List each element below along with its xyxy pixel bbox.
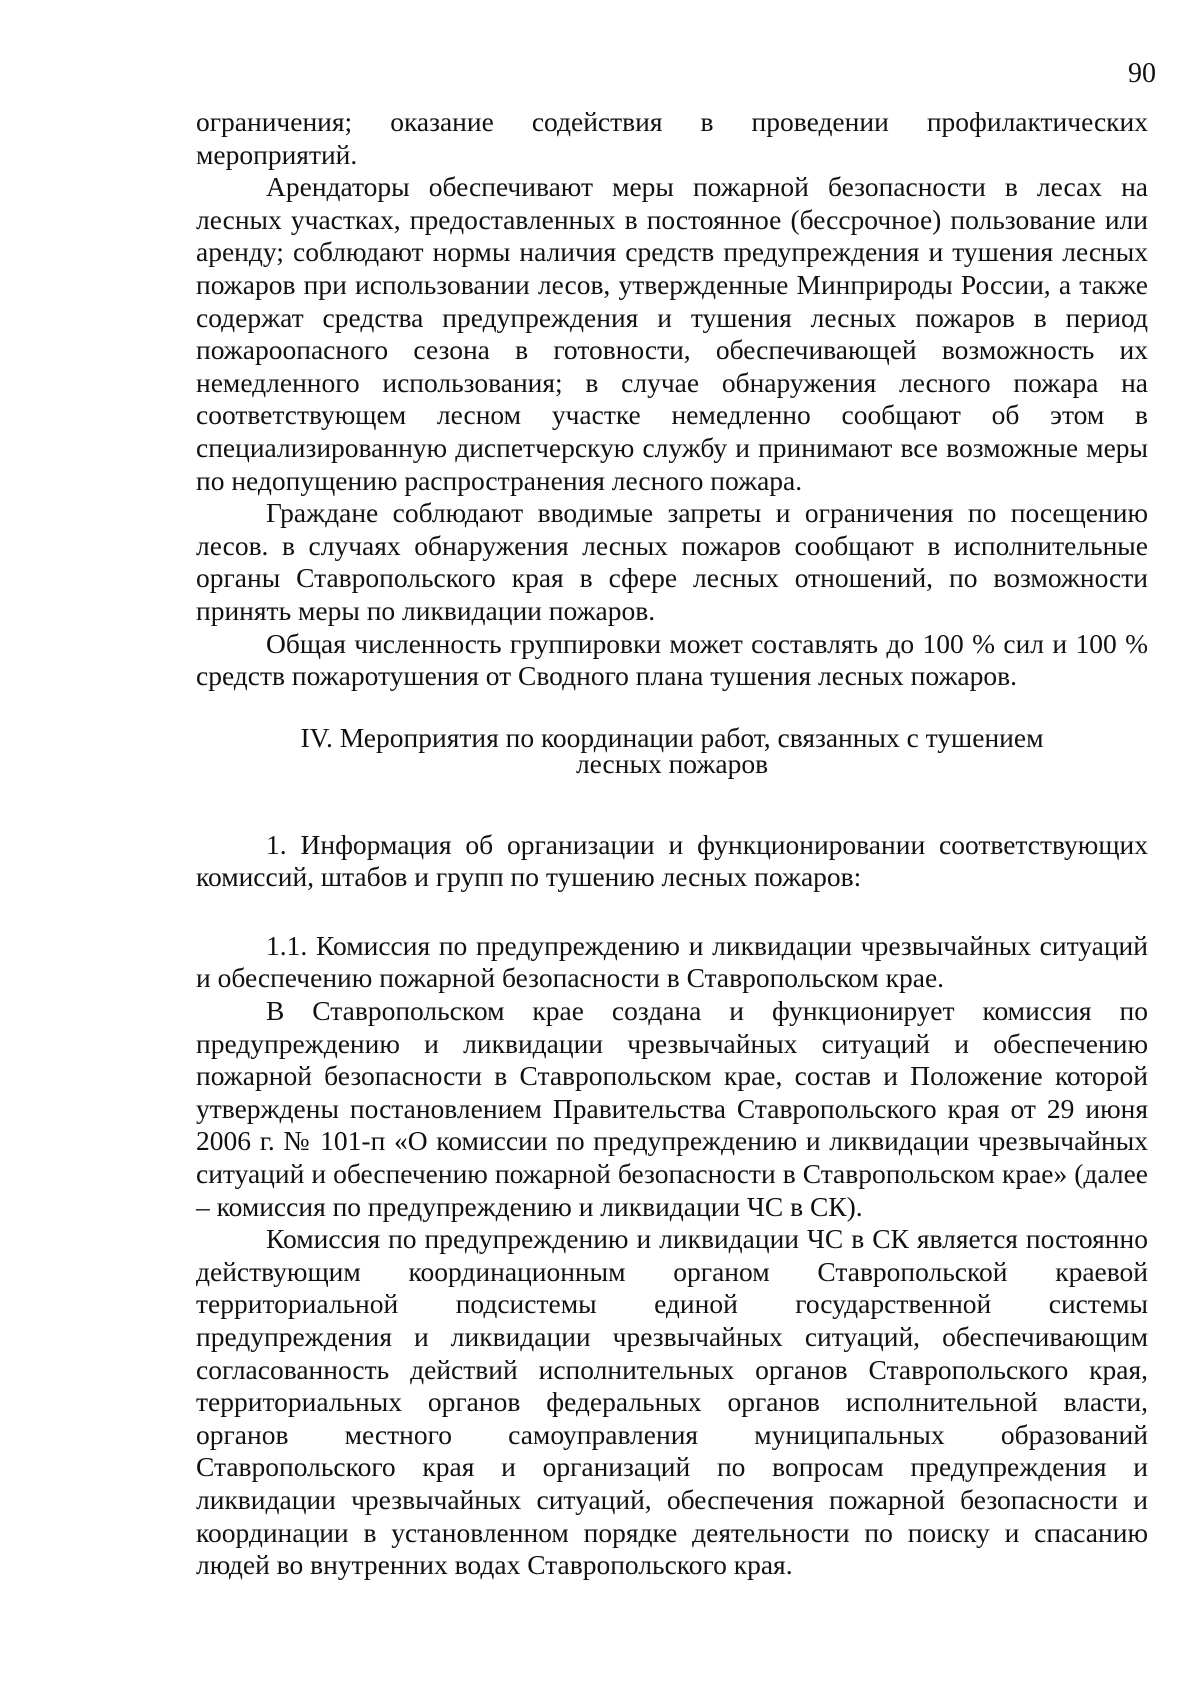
subsection-1: 1. Информация об организации и функционировании соответствующих комиссий, штабов и групп по тушению лесных пожаров:	[196, 828, 1148, 893]
spacer	[196, 777, 1148, 829]
paragraph-commission-role: Комиссия по предупреждению и ликвидации ЧС в СК является постоянно действующим координационным органом Ставропольской краевой территориальной подсистемы единой государственной системы предупреждения и ликвидации чрезвычайных ситуаций, обеспечивающим согласованность действий исполнительных органов Ставропольского края, территориальных органов федеральных органов исполнительной власти, органов местного самоуправления муниципальных образований Ставропольского края и организаций по вопросам предупреждения и ликвидации чрезвычайных ситуаций, обеспечения пожарной безопасности и координации в установленном порядке деятельности по поиску и спасанию людей во внутренних водах Ставропольского края.	[196, 1223, 1148, 1581]
section-heading-line-2: лесных пожаров	[575, 747, 769, 779]
paragraph-tenants: Арендаторы обеспечивают меры пожарной безопасности в лесах на лесных участках, предоставленных в постоянное (бессрочное) пользование или аренду; соблюдают нормы наличия средств предупреждения и тушения лесных пожаров при использовании лесов, утвержденные Минприроды России, а также содержат средства предупреждения и тушения лесных пожаров в период пожароопасного сезона в готовности, обеспечивающей возможность их немедленного использования; в случае обнаружения лесного пожара на соответствующем лесном участке немедленно сообщают об этом в специализированную диспетчерскую службу и принимают все возможные меры по недопущению распространения лесного пожара.	[196, 171, 1148, 496]
page-number: 90	[1128, 58, 1156, 89]
section-heading	[196, 721, 1148, 779]
document-body	[196, 106, 1148, 1582]
section-heading-line-1: IV. Мероприятия по координации работ, связанных с тушением	[300, 721, 1044, 753]
subsection-1-1: 1.1. Комиссия по предупреждению и ликвидации чрезвычайных ситуаций и обеспечению пожарной безопасности в Ставропольском крае.	[196, 929, 1148, 994]
paragraph-commission-created: В Ставропольском крае создана и функционирует комиссия по предупреждению и ликвидации чрезвычайных ситуаций и обеспечению пожарной безопасности в Ставропольском крае, состав и Положение которой утверждены постановлением Правительства Ставропольского края от 29 июня 2006 г. № 101-п «О комиссии по предупреждению и ликвидации чрезвычайных ситуаций и обеспечению пожарной безопасности в Ставропольском крае» (далее – комиссия по предупреждению и ликвидации ЧС в СК).	[196, 995, 1148, 1222]
paragraph-group-size: Общая численность группировки может составлять до 100 % сил и 100 % средств пожаротушения от Сводного плана тушения лесных пожаров.	[196, 627, 1148, 692]
spacer	[196, 894, 1148, 930]
paragraph-citizens: Граждане соблюдают вводимые запреты и ограничения по посещению лесов. в случаях обнаружения лесных пожаров сообщают в исполнительные органы Ставропольского края в сфере лесных отношений, по возможности принять меры по ликвидации пожаров.	[196, 497, 1148, 626]
paragraph-continuation: ограничения; оказание содействия в проведении профилактических мероприятий.	[196, 106, 1148, 170]
